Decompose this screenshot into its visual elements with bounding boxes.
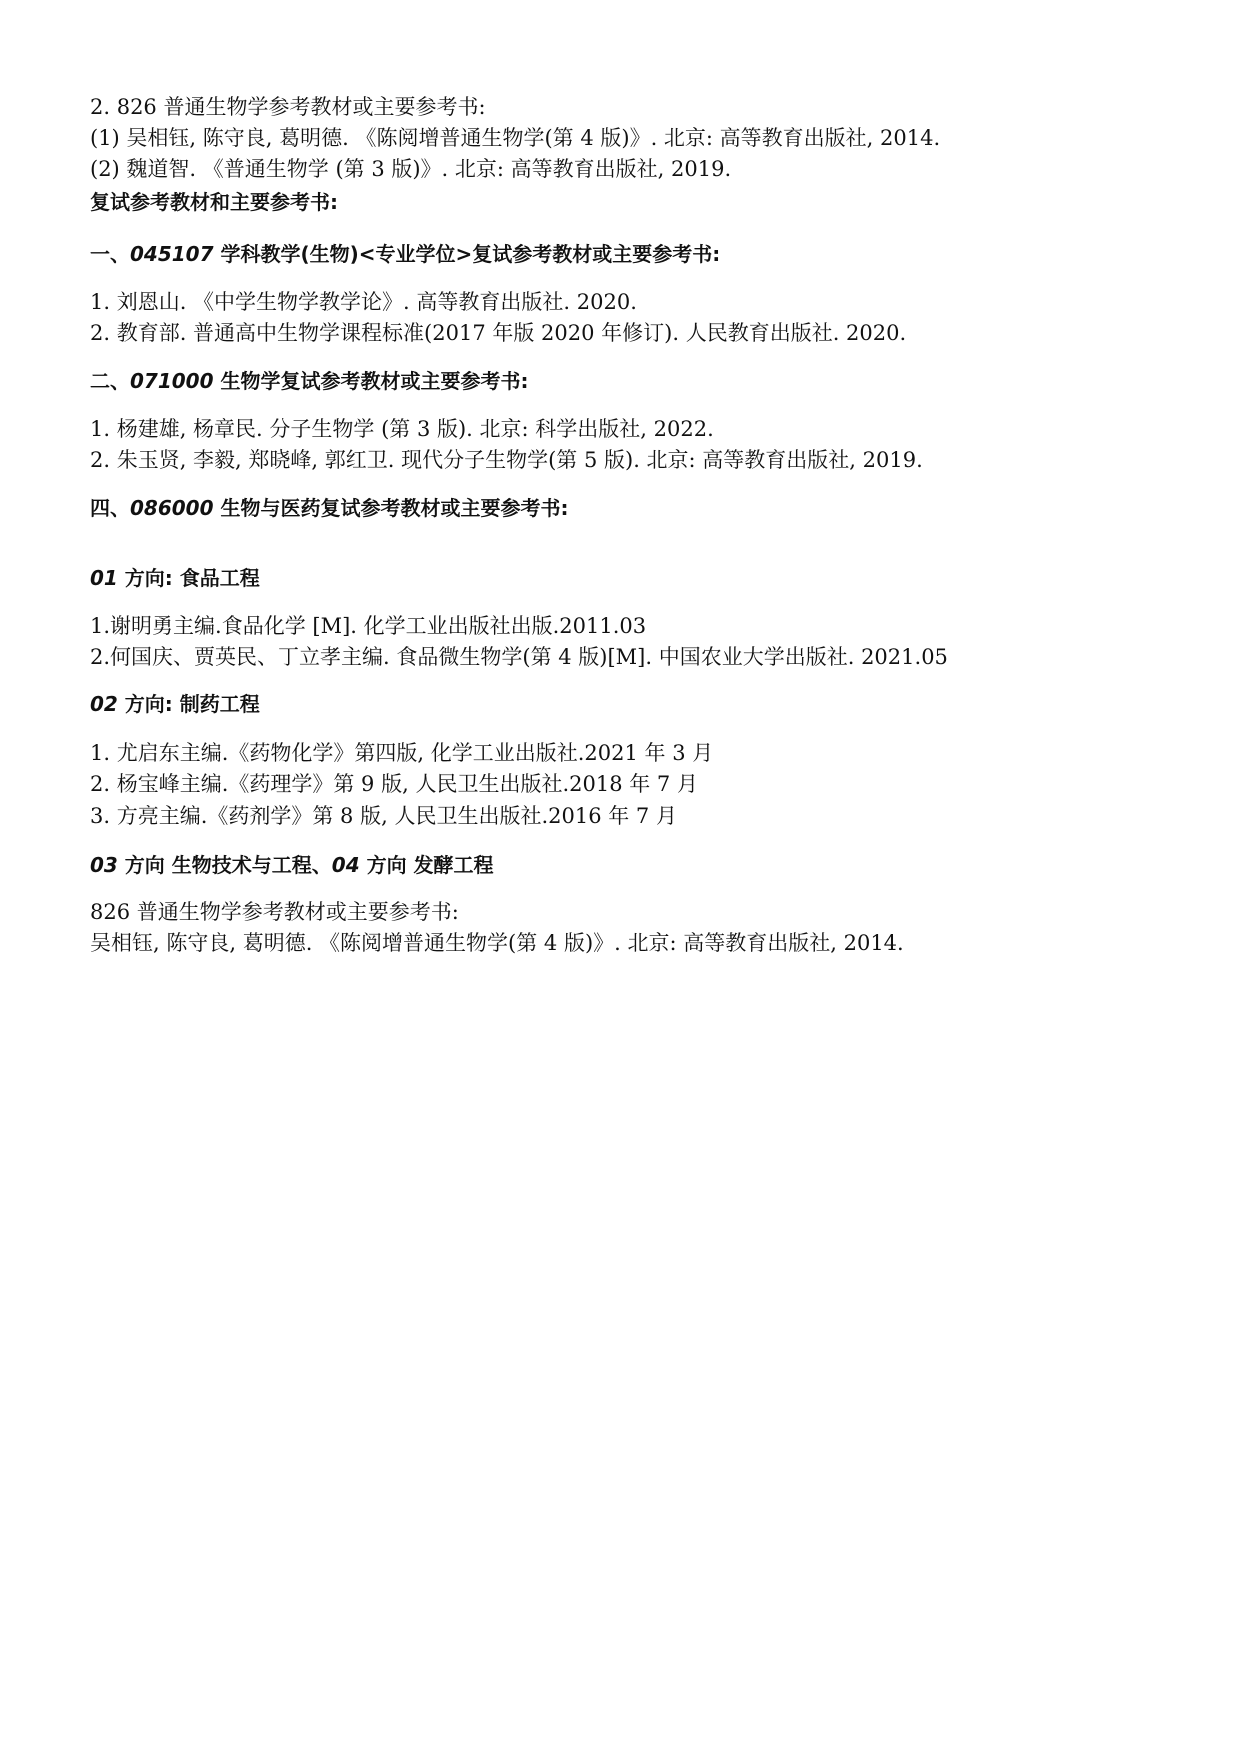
direction-heading-02 [90,690,260,718]
direction-code: 04 [331,853,360,877]
direction-code: 03 [90,853,118,877]
direction-heading-01 [90,564,260,592]
direction-code: 02 [90,692,118,716]
reference-item: 2. 杨宝峰主编.《药理学》第 9 版, 人民卫生出版社.2018 年 7 月 [90,772,698,796]
direction-title: 方向 发酵工程 [359,853,494,877]
reference-item: 2.何国庆、贾英民、丁立孝主编. 食品微生物学(第 4 版)[M]. 中国农业大学出版社. 2021.05 [90,645,948,669]
direction-title: 方向: 制药工程 [117,692,260,716]
section-title: 生物与医药复试参考教材或主要参考书: [213,496,569,520]
reference-item: 1. 杨建雄, 杨章民. 分子生物学 (第 3 版). 北京: 科学出版社, 2022. [90,417,714,441]
reference-item: 826 普通生物学参考教材或主要参考书: [90,900,459,924]
retest-heading: 复试参考教材和主要参考书: [90,190,338,214]
reference-item: 2. 朱玉贤, 李毅, 郑晓峰, 郭红卫. 现代分子生物学(第 5 版). 北京: 高等教育出版社, 2019. [90,448,923,472]
direction-title: 方向 生物技术与工程、 [117,853,332,877]
section-heading-045107 [90,240,720,268]
initial-exam-heading: 2. 826 普通生物学参考教材或主要参考书: [90,95,486,119]
direction-heading-03-04 [90,851,494,879]
reference-item: 1.谢明勇主编.食品化学 [M]. 化学工业出版社出版.2011.03 [90,614,647,638]
reference-item: (1) 吴相钰, 陈守良, 葛明德. 《陈阅增普通生物学(第 4 版)》. 北京: 高等教育出版社, 2014. [90,126,941,150]
section-title: 生物学复试参考教材或主要参考书: [213,369,529,393]
reference-item: 3. 方亮主编.《药剂学》第 8 版, 人民卫生出版社.2016 年 7 月 [90,804,677,828]
direction-code: 01 [90,566,118,590]
reference-item: (2) 魏道智. 《普通生物学 (第 3 版)》. 北京: 高等教育出版社, 2019. [90,157,732,181]
section-title: 学科教学(生物)<专业学位>复试参考教材或主要参考书: [213,242,721,266]
reference-item: 2. 教育部. 普通高中生物学课程标准(2017 年版 2020 年修订). 人民教育出版社. 2020. [90,321,907,345]
reference-item: 1. 尤启东主编.《药物化学》第四版, 化学工业出版社.2021 年 3 月 [90,741,714,765]
section-heading-071000 [90,367,528,395]
reference-item: 吴相钰, 陈守良, 葛明德. 《陈阅增普通生物学(第 4 版)》. 北京: 高等教育出版社, 2014. [90,931,904,955]
reference-item: 1. 刘恩山. 《中学生物学教学论》. 高等教育出版社. 2020. [90,290,637,314]
section-code: 071000 [130,369,214,393]
section-prefix: 一、 [90,242,130,266]
section-heading-086000 [90,494,568,522]
section-code: 086000 [130,496,214,520]
section-prefix: 四、 [90,496,130,520]
section-code: 045107 [130,242,214,266]
direction-title: 方向: 食品工程 [117,566,260,590]
section-prefix: 二、 [90,369,130,393]
